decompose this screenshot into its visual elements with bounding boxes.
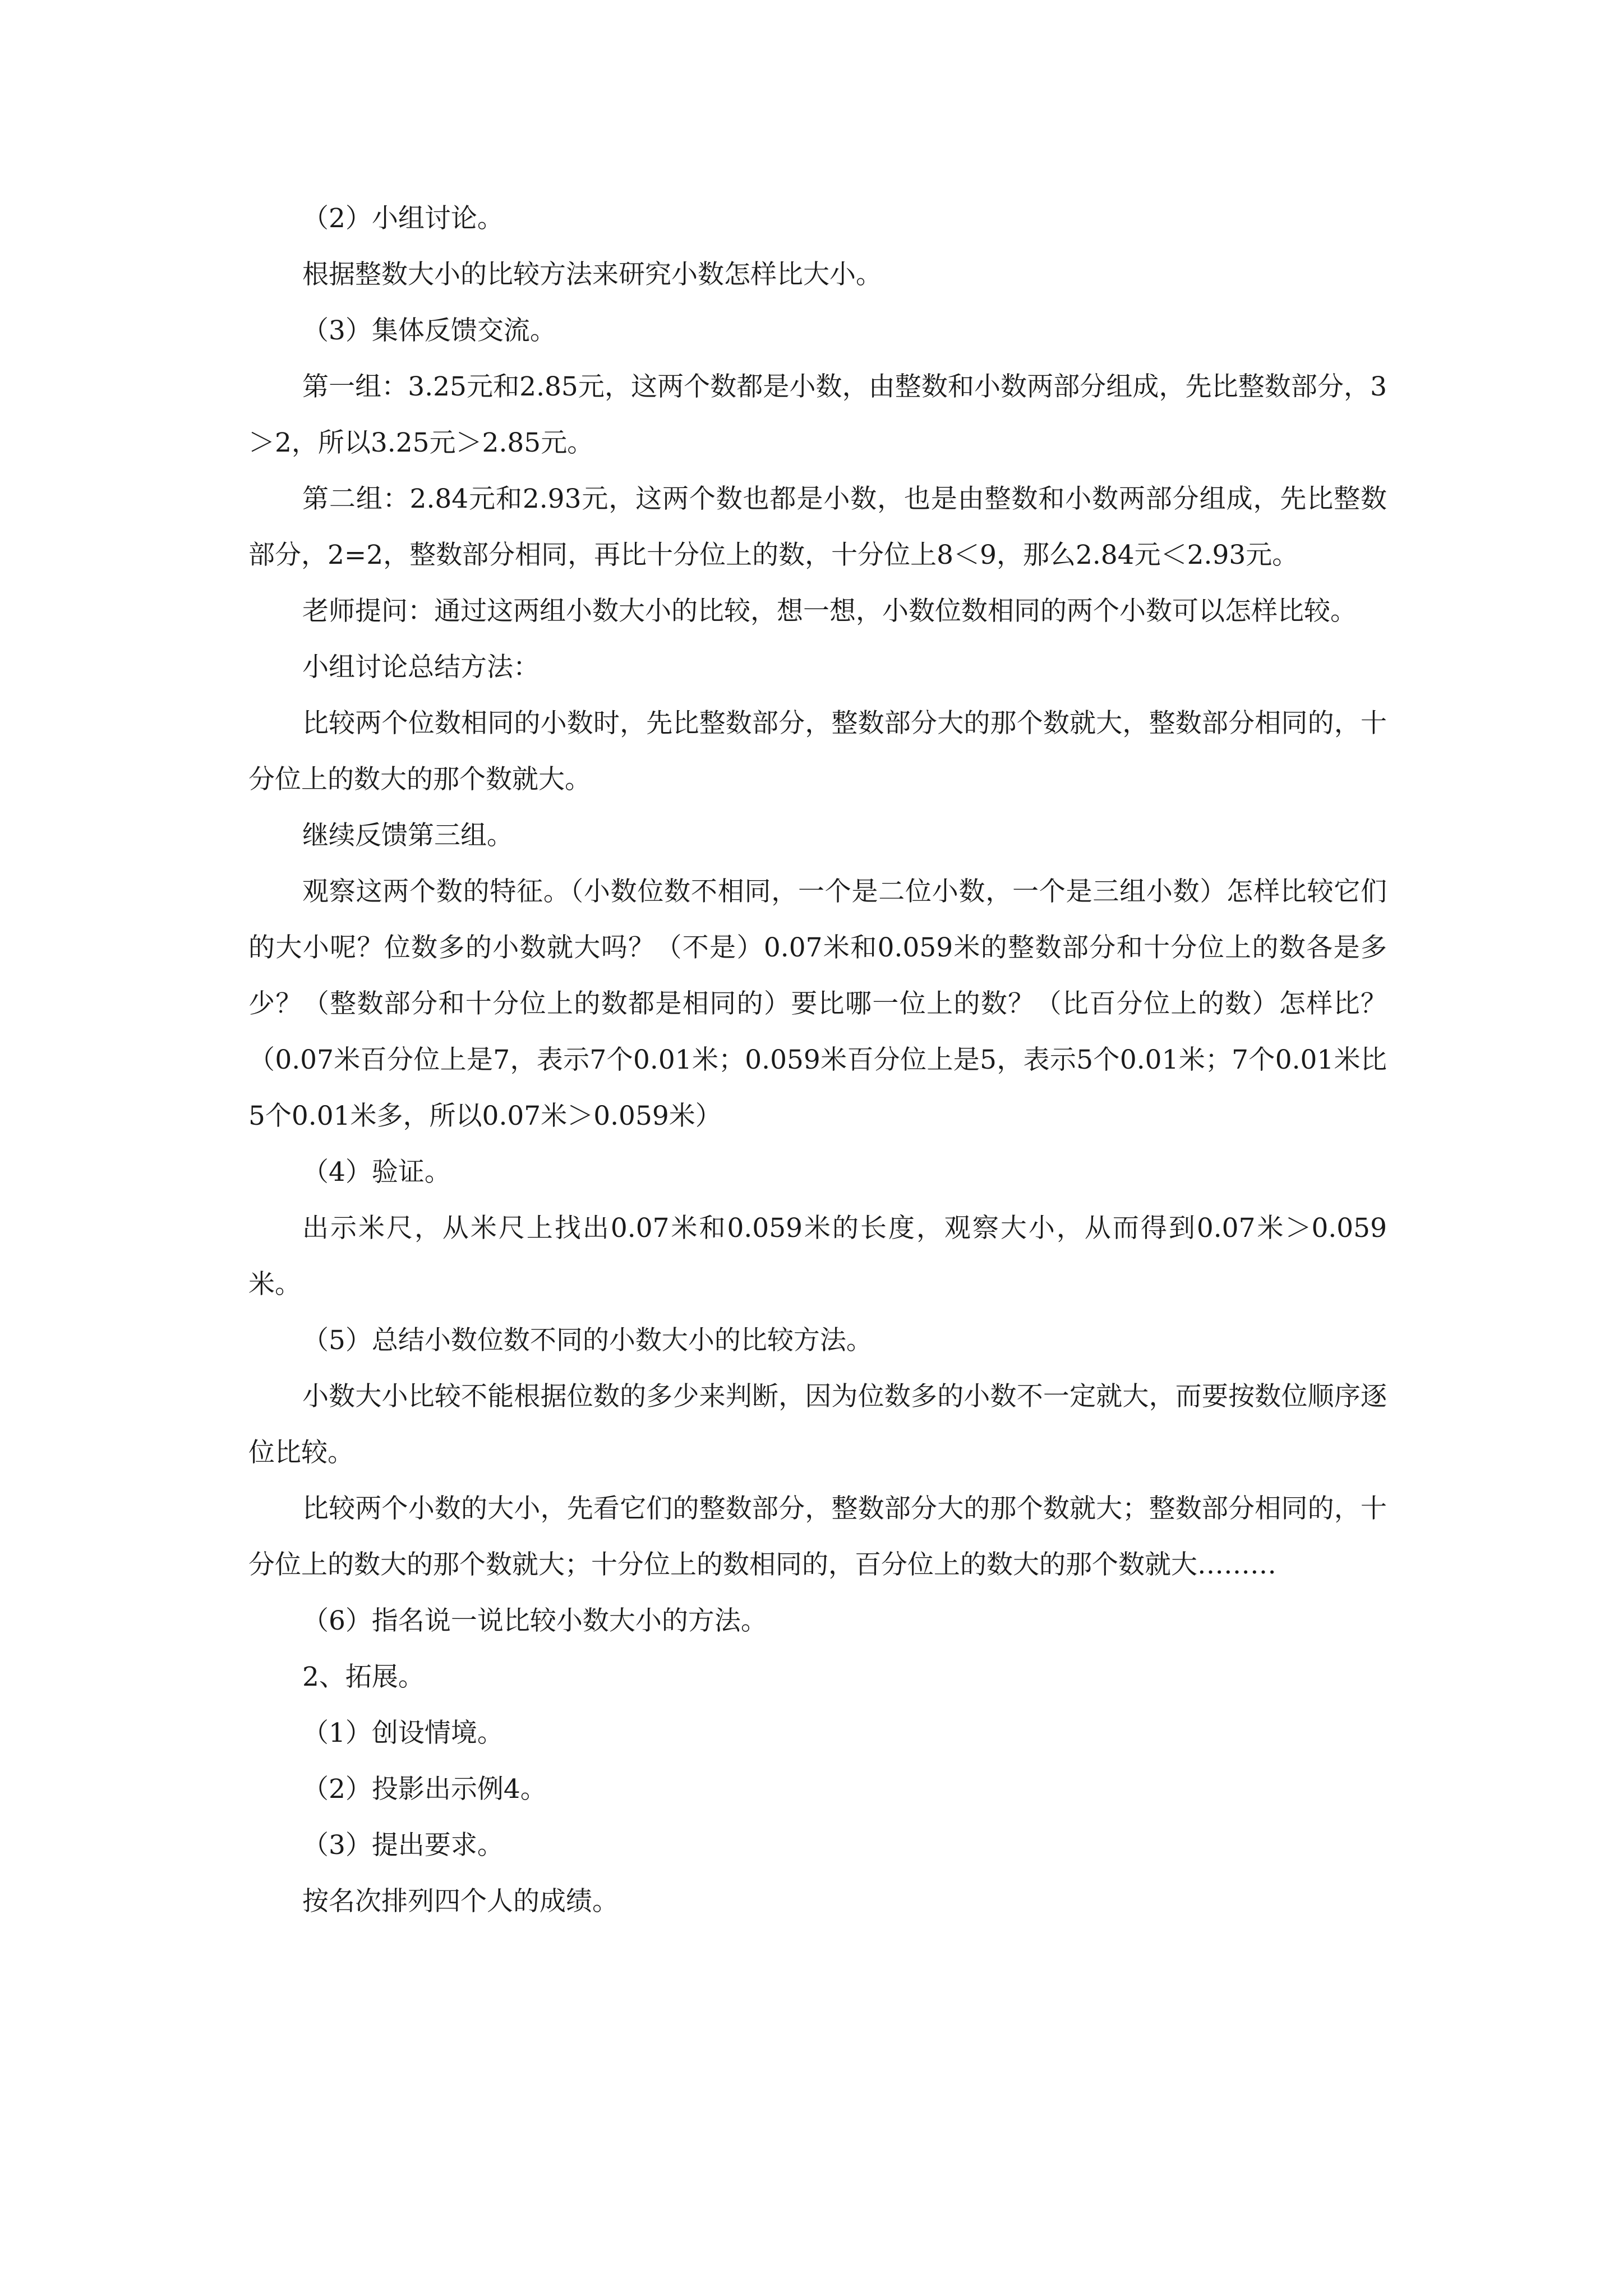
paragraph: （6）指名说一说比较小数大小的方法。 [302, 1605, 767, 1636]
paragraph: 第一组：3.25元和2.85元，这两个数都是小数，由整数和小数两部分组成，先比整数部分，3＞2，所以3.25元＞2.85元。 [248, 371, 1387, 458]
paragraph: 小组讨论总结方法： [302, 652, 540, 683]
paragraph: 2、拓展。 [302, 1662, 425, 1692]
paragraph: 按名次排列四个人的成绩。 [302, 1886, 619, 1917]
paragraph: 小数大小比较不能根据位数的多少来判断，因为位数多的小数不一定就大，而要按数位顺序逐位比较。 [248, 1381, 1387, 1468]
paragraph: （3）提出要求。 [302, 1830, 504, 1861]
paragraph: 第二组：2.84元和2.93元，这两个数也都是小数，也是由整数和小数两部分组成，先比整数部分，2=2，整数部分相同，再比十分位上的数，十分位上8＜9，那么2.84元＜2.93元。 [248, 484, 1387, 570]
paragraph: 比较两个位数相同的小数时，先比整数部分，整数部分大的那个数就大，整数部分相同的，十分位上的数大的那个数就大。 [248, 708, 1387, 795]
paragraph: （2）小组讨论。 [302, 203, 504, 234]
paragraph: 继续反馈第三组。 [302, 820, 513, 851]
paragraph: 根据整数大小的比较方法来研究小数怎样比大小。 [302, 259, 882, 290]
paragraph: 比较两个小数的大小，先看它们的整数部分，整数部分大的那个数就大；整数部分相同的，十分位上的数大的那个数就大；十分位上的数相同的，百分位上的数大的那个数就大……… [248, 1493, 1387, 1580]
paragraph: 出示米尺，从米尺上找出0.07米和0.059米的长度，观察大小，从而得到0.07米＞0.059米。 [248, 1213, 1387, 1300]
document-body [248, 191, 1387, 1930]
paragraph: 老师提问：通过这两组小数大小的比较，想一想，小数位数相同的两个小数可以怎样比较。 [302, 596, 1357, 627]
paragraph: （3）集体反馈交流。 [302, 315, 556, 346]
paragraph: （4）验证。 [302, 1157, 451, 1188]
paragraph: 观察这两个数的特征。（小数位数不相同，一个是二位小数，一个是三组小数）怎样比较它们的大小呢？位数多的小数就大吗？（不是）0.07米和0.059米的整数部分和十分位上的数各是多少？（整数部分和十分位上的数都是相同的）要比哪一位上的数？（比百分位上的数）怎样比？（0.07米百分位上是7，表示7个0.01米；0.059米百分位上是5，表示5个0.01米；7个0.01米比5个0.01米多，所以0.07米＞0.059米） [248, 876, 1387, 1131]
paragraph: （5）总结小数位数不同的小数大小的比较方法。 [302, 1325, 873, 1356]
paragraph: （2）投影出示例4。 [302, 1774, 547, 1805]
paragraph: （1）创设情境。 [302, 1718, 504, 1749]
